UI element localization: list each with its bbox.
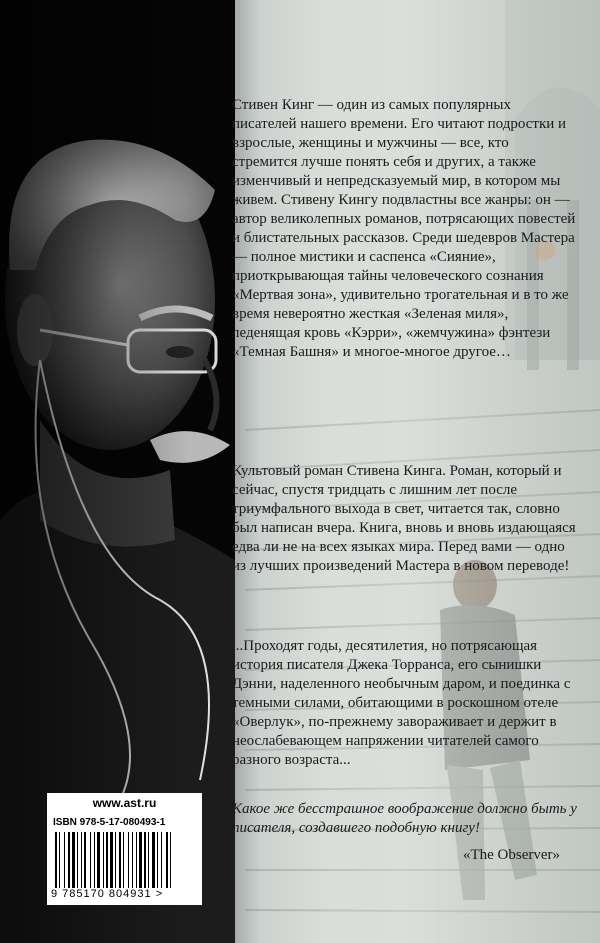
- publisher-website: www.ast.ru: [92, 796, 157, 810]
- barcode-box: [47, 793, 202, 905]
- novel-description: [232, 462, 577, 576]
- description-paragraph-2: Культовый роман Стивена Кинга. Роман, который и сейчас, спустя тридцать с лишним лет после триумфального выхода в свет, читается так, словно был написан вчера. Книга, вновь и вновь издающаяся едва ли не на всех языках мира. Перед вами — одно из лучших произведений Мастера в новом переводе!: [232, 463, 576, 574]
- barcode-icon: [55, 832, 195, 888]
- quote-source: «The Observer»: [462, 847, 560, 863]
- description-paragraph-1: Стивен Кинг — один из самых популярных писателей нашего времени. Его читают подростки и взрослые, женщины и мужчины — все, кто стремится лучше понять себя и других, а также изменчивый и непредсказуемый мир, в котором мы живем. Стивену Кингу подвластны все жанры: он — автор великолепных романов, потрясающих повестей и блистательных рассказов. Среди шедевров Мастера — полное мистики и саспенса «Сияние», приоткрывающая тайны человеческого сознания «Мертвая зона», удивительно трогательная и в то же время невероятно жесткая «Зеленая миля», леденящая кровь «Кэрри», «жемчужина» фэнтези «Темная Башня» и многое-многое другое…: [232, 97, 576, 360]
- story-description: [232, 637, 577, 770]
- quote-text: Какое же бесстрашное воображение должно быть у писателя, создавшего подобную книгу!: [232, 801, 577, 836]
- isbn-number: ISBN 978-5-17-080493-1: [53, 817, 166, 828]
- description-paragraph-3: ...Проходят годы, десятилетия, но потрясающая история писателя Джека Торранса, его сынишки Дэнни, наделенного необычным даром, и поединка с темными силами, обитающими в роскошном отеле «Оверлук», по-прежнему завораживает и держит в неослабевающем напряжении читателей самого разного возраста...: [232, 638, 571, 768]
- review-quote: [232, 800, 577, 838]
- barcode-digits: 9 785170 804931 >: [51, 888, 164, 900]
- author-description: [232, 96, 577, 362]
